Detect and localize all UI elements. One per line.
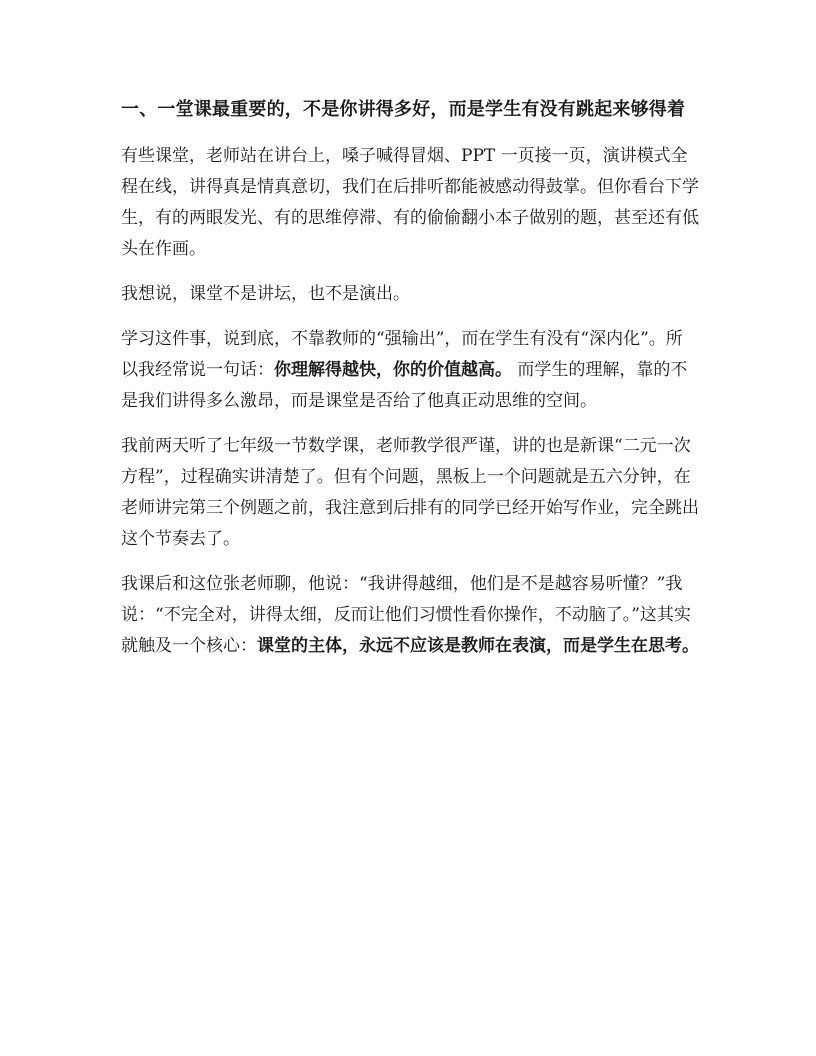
- paragraph-not-a-stage: 我想说，课堂不是讲坛，也不是演出。: [121, 284, 410, 304]
- emphasis-text: 你理解得越快，你的价值越高。: [274, 360, 512, 380]
- paragraph-text: 而学生的理解，靠的不是我们讲得多么激昂，而是课堂是否给了他真正动思维的空间。: [121, 360, 688, 411]
- paragraph-math-lesson: 我前两天听了七年级一节数学课，老师教学很严谨，讲的也是新课“二元一次方程”，过程确实讲清楚了。但有个问题，黑板上一个问题就是五六分钟，在老师讲完第三个例题之前，我注意到后排有的同学已经开始写作业，完全跳出这个节奏去了。: [121, 436, 699, 549]
- paragraph-text: 我课后和这位张老师聊，他说：“我讲得越细，他们是不是越容易听懂？”我说：“不完全对，讲得太细，反而让他们习惯性看你操作，不动脑了。”这其实就触及一个核心：: [121, 574, 691, 656]
- paragraph-classroom-scene: 有些课堂，老师站在讲台上，嗓子喊得冒烟、PPT 一页接一页，演讲模式全程在线，讲得真是情真意切，我们在后排听都能被感动得鼓掌。但你看台下学生，有的两眼发光、有的思维停滞、有的偷偷翻小本子做别的题，甚至还有低头在作画。: [121, 146, 699, 259]
- emphasis-text: 课堂的主体，永远不应该是教师在表演，而是学生在思考。: [257, 636, 699, 656]
- paragraph-teacher-talk: [121, 569, 699, 662]
- paragraph-internalization: [121, 324, 699, 417]
- document-body: [121, 93, 699, 676]
- section-heading: 一、一堂课最重要的，不是你讲得多好，而是学生有没有跳起来够得着: [121, 99, 686, 120]
- paragraph-text: 学习这件事，说到底，不靠教师的“强输出”，而在学生有没有“深内化”。所以我经常说一句话：: [121, 329, 683, 380]
